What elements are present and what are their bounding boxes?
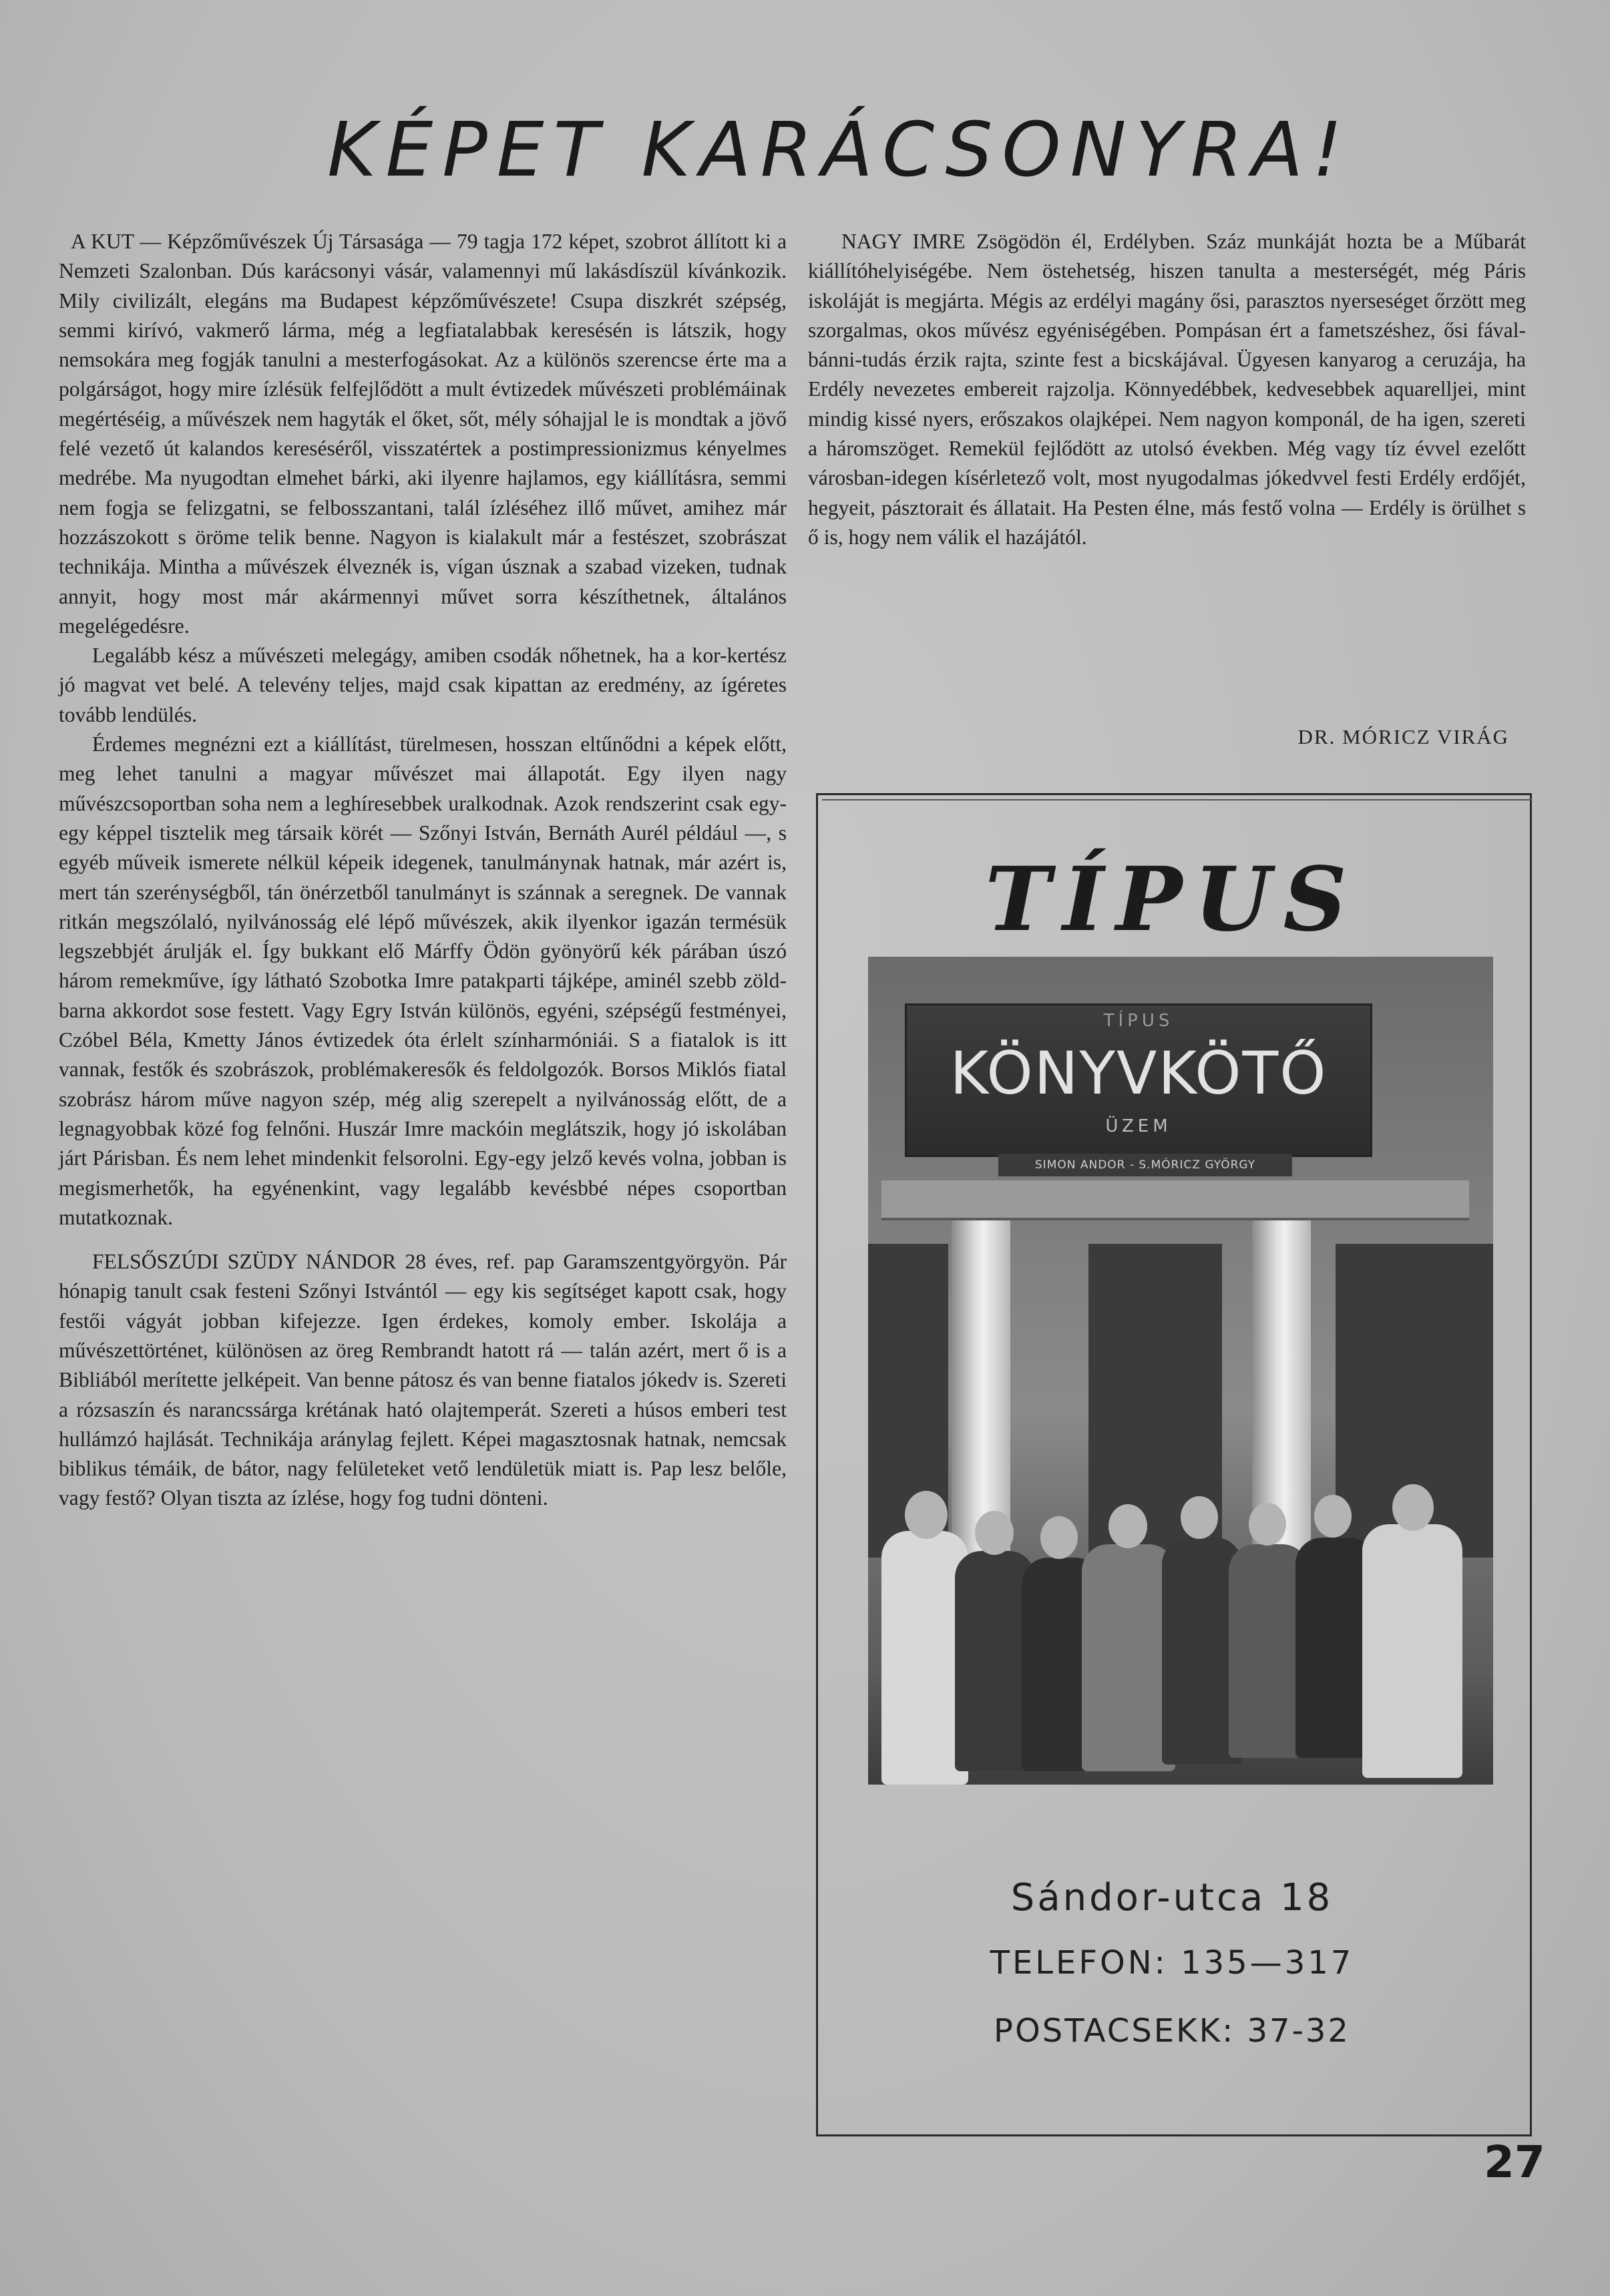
shop-sign-strip: SIMON ANDOR - S.MÓRICZ GYÖRGY bbox=[998, 1154, 1292, 1176]
bindery-photo bbox=[868, 957, 1493, 1785]
shop-sign-main: KÖNYVKÖTŐ bbox=[950, 1039, 1328, 1108]
worker-figure bbox=[1082, 1544, 1175, 1771]
paragraph-nagy-imre: NAGY IMRE Zsögödön él, Erdélyben. Száz munkáját hozta be a Műbarát kiállítóhelyiségébe. Nem östehetség, hiszen tanulta a mesterségét, még Páris iskoláját is megjárta. Mégis az erdélyi magány ősi, parasztos nyerseséget őrzött meg szorgalmas, okos művész egyéniségében. Pompásan ért a fametszéshez, ősi fával-bánni-tudás érzik rajta, szinte fest a bicskájával. Ügyesen kanyarog a ceruzája, ha Erdély nevezetes embereit rajzolja. Könnyedébbek, kedvesebbek aquarelljei, mint mindig kissé nyers, erőszakos olajképei. Nem nagyon komponál, de ha igen, szereti a háromszöget. Remekül fejlődött az utolsó években. Még vagy tíz évvel ezelőtt városban-idegen kísérletező volt, most nyugodalmas jókedvvel festi Erdély erdőjét, hegyeit, pásztorait és állatait. Ha Pesten élne, más festő volna — Erdély is örülhet s ő is, hogy nem válik el hazájától. bbox=[808, 230, 1526, 549]
ad-telephone: TELEFON: 135—317 bbox=[990, 1944, 1354, 1982]
paragraph-kiallitas: Érdemes megnézni ezt a kiállítást, türelmesen, hosszan eltűnődni a képek előtt, meg lehet tanulni a magyar művészet mai állapotát. Egy ilyen nagy művészcsoportban soha nem a leghíresebbek uralkodnak. Azok rendszerint csak egy-egy képpel tisztelik meg társaik körét — Szőnyi István, Bernáth Aurél például —, s egyéb műveik ismerete nélkül képeik idegenek, tanulmánynak hatnak, már azért is, mert tán szerénységből, tán önérzetből tanulmányt is szánnak a seregnek. De vannak ritkán megszólaló, nyilvánosság elé lépő művészek, akik ilyenkor igazán termésük legszebbjét árulják el. Így bukkant elő Márffy Ödön gyönyörű kék párában úszó három remekműve, így látható Szobotka Imre patakparti tájképe, aminél szebb zöld-barna akkordot sose festett. Vagy Egry István különös, egyéni, szépségű festményei, Czóbel Béla, Kmetty János évtizedek óta érlelt színharmóniái. S a fiatalok is itt vannak, festők és szobrászok, problémakeresők és feldolgozók. Borsos Miklós fiatal szobrász három műve nagyon szép, még alig szerepelt a nyilvánosság előtt, de a legnagyobbak közé fog felnőni. Huszár Imre mackóin meglátszik, hogy jó iskolában járt Párisban. És nem lehet mindenkit felsorolni. Egy-egy jelző kevés volna, jobban is megismerhetők, ha egyénenkint, vagy legalább kevésbbé népes csoportban mutatkoznak. bbox=[59, 732, 787, 1229]
author-signature: DR. MÓRICZ VIRÁG bbox=[1297, 725, 1509, 748]
paragraph-melegagy: Legalább kész a művészeti melegágy, amiben csodák nőhetnek, ha a kor-kertész jó magvat vet belé. A televény teljes, majd csak kipattan az eredmény, az ígéretes tovább lendülés. bbox=[59, 644, 787, 726]
worker-figure bbox=[1362, 1524, 1462, 1778]
shop-sign bbox=[905, 1003, 1372, 1157]
building-entablature bbox=[881, 1180, 1469, 1220]
right-column bbox=[808, 227, 1526, 552]
worker-head bbox=[1181, 1496, 1218, 1539]
worker-head bbox=[1249, 1503, 1286, 1546]
worker-head bbox=[905, 1491, 948, 1539]
worker-head bbox=[1314, 1495, 1352, 1538]
shop-sign-small: TÍPUS bbox=[1103, 1011, 1174, 1031]
headline: KÉPET KARÁCSONYRA! bbox=[327, 107, 1352, 194]
worker-head bbox=[1109, 1504, 1147, 1548]
paragraph-kut: A KUT — Képzőművészek Új Társasága — 79 tagja 172 képet, szobrot állított ki a Nemzeti Szalonban. Dús karácsonyi vásár, valamennyi mű lakásdíszül kívánkozik. Mily civilizált, elegáns ma Budapest képzőművészete! Csupa diszkrét szépség, semmi kirívó, vakmerő lárma, még a legfiatalabbak keresésén is látszik, hogy nemsokára meg fogják tanulni a mesterfogásokat. Az a különös szerencse érte ma a polgárságot, hogy mire ízlésük felfejlődött a mult évtizedek művészeti problémáinak megértéséig, a művészek nem hagyták el őket, sőt, mély sóhajjal le is mondtak a jövő felé vezető út kalandos kereséséről, visszatértek a postimpressionizmus kényelmes medrébe. Ma nyugodtan elmehet bárki, aki ilyenre hajlamos, egy kiállításra, semmi nem fogja se felizgatni, se felbosszantani, talál ízléséhez illő művet, amihez már hozzászokott s öröme telik benne. Nagyon is kialakult már a festészet, szobrászat technikája. Mintha a művészek élveznék is, vígan úsznak a szabad vizeken, tudnak annyit, hogy most már akármennyi művet sorra készíthetnek, általános megelégedésre. bbox=[59, 230, 787, 638]
worker-head bbox=[1040, 1516, 1078, 1559]
ad-street-address: Sándor-utca 18 bbox=[1010, 1876, 1334, 1919]
left-column bbox=[59, 227, 787, 1514]
ad-postal-account: POSTACSEKK: 37-32 bbox=[994, 2012, 1350, 2050]
ad-brand-title: TÍPUS bbox=[985, 848, 1359, 951]
shop-sign-sub: ÜZEM bbox=[1105, 1116, 1172, 1136]
paragraph-szudy: FELSŐSZÚDI SZÜDY NÁNDOR 28 éves, ref. pap Garamszentgyörgyön. Pár hónapig tanult csak festeni Szőnyi Istvántól — egy kis segítséget kapott csak, hogy festői vágyát jobban kifejezze. Igen érdekes, komoly ember. Iskolája a művészettörténet, különösen az öreg Rembrandt hatott rá — talán azért, mert ő is a Bibliából merítette jelképeit. Van benne pátosz és van benne fiatalos jókedv is. Szereti a rózsaszín és narancssárga krétának ható olajtemperát. Szereti a húsos emberi test hullámzó hajlását. Technikája aránylag fejlett. Képei magasztosnak hatnak, nemcsak biblikus témáik, de bátor, nagy felületeket vető lendületük miatt is. Pap lesz belőle, vagy festő? Olyan tiszta az ízlése, hogy fog tudni dönteni. bbox=[59, 1250, 787, 1510]
worker-head bbox=[975, 1511, 1014, 1555]
worker-head bbox=[1392, 1484, 1434, 1531]
page-number: 27 bbox=[1484, 2136, 1545, 2188]
